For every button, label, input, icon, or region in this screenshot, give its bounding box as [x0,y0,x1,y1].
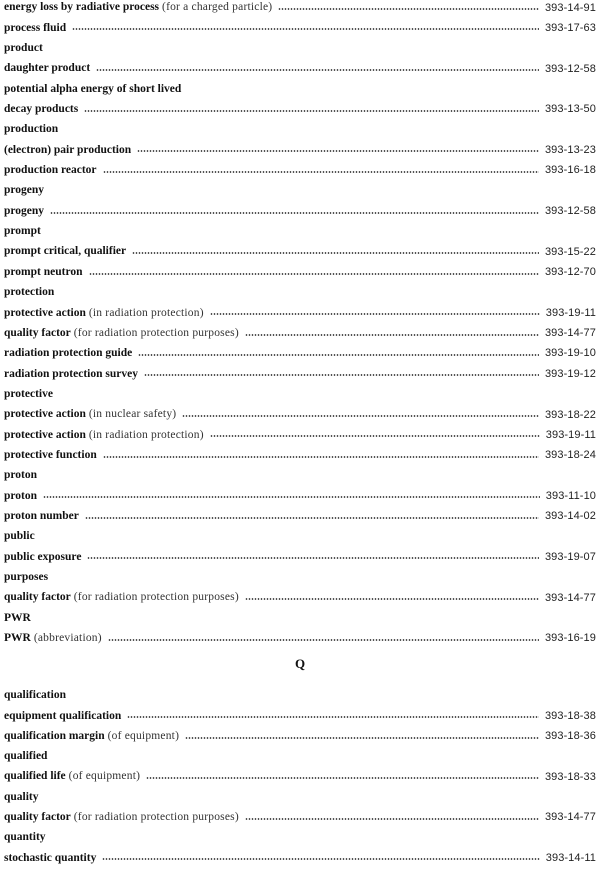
index-entry [4,405,596,425]
entry-reference: 393-11-10 [545,489,596,502]
dot-leader [50,212,539,214]
entry-reference: 393-14-77 [544,811,596,824]
index-entry [4,629,596,649]
entry-term: progeny [4,184,45,197]
index-headword [4,828,596,848]
entry-term: public [4,530,35,543]
index-headword [4,39,596,59]
entry-term: daughter product [4,62,91,75]
index-entry [4,140,596,160]
index-headword [4,609,596,629]
entry-reference: 393-18-38 [544,709,596,722]
index-entry [4,0,596,18]
index-entry [4,767,596,787]
entry-reference: 393-12-58 [544,62,596,75]
entry-term: public exposure [4,550,82,563]
entry-qualifier: ( in radiation protection ) [89,308,204,320]
index-headword [4,385,596,405]
entry-term: (electron) pair production [4,143,132,156]
dot-leader [72,28,539,30]
entry-term: purposes [4,571,49,584]
entry-term: protection [4,286,55,299]
dot-leader [96,69,539,71]
entry-term: quality [4,790,39,803]
dot-leader [103,456,539,458]
entry-term: production [4,123,59,136]
entry-qualifier: ( of equipment ) [69,771,140,783]
entry-term: proton [4,489,38,502]
entry-reference: 393-12-70 [544,266,596,279]
section-letter-heading: Q [294,656,306,671]
entry-qualifier: ( for a charged particle ) [162,2,272,14]
index-entry [4,446,596,466]
entry-reference: 393-13-50 [544,103,596,116]
dot-leader [278,8,539,10]
index-entry [4,161,596,181]
dot-leader [245,818,539,820]
entry-term: PWR [4,632,31,645]
entry-qualifier: ( for radiation protection purposes ) [74,328,239,340]
index-headword [4,222,596,242]
entry-reference: 393-18-22 [544,408,596,421]
index-headword [4,181,596,201]
index-entry [4,242,596,262]
entry-term: radiation protection survey [4,367,138,380]
dot-leader [127,716,539,718]
entry-reference: 393-14-77 [544,591,596,604]
entry-term: quality factor [4,326,71,339]
dot-leader [245,334,539,336]
entry-reference: 393-19-12 [544,367,596,380]
dot-leader [89,273,539,275]
entry-reference: 393-14-91 [544,1,596,14]
entry-term: decay products [4,103,79,115]
index-entry [4,848,596,868]
dot-leader [132,252,539,254]
index-entry [4,706,596,726]
index-entry [4,344,596,364]
entry-reference: 393-14-02 [544,510,596,523]
dot-leader [87,557,539,559]
entry-term: radiation protection guide [4,347,133,360]
index-entry [4,263,596,283]
index-entry [4,808,596,828]
dot-leader [43,496,540,498]
dot-leader [182,415,539,417]
entry-qualifier: ( in nuclear safety ) [89,409,176,421]
index-entry [4,425,596,445]
index-headword [4,686,596,706]
index-entry [4,364,596,384]
entry-reference: 393-16-19 [544,632,596,645]
entry-qualifier: ( for radiation protection purposes ) [74,812,239,824]
dot-leader [108,639,539,641]
dot-leader [146,777,539,779]
entry-term: prompt [4,225,41,238]
entry-term: prompt neutron [4,265,83,278]
entry-term: protective action [4,306,86,319]
entry-term: process fluid [4,21,67,34]
entry-qualifier: ( in radiation protection ) [89,430,204,442]
entry-reference: 393-13-23 [544,143,596,156]
entry-term: stochastic quantity [4,851,97,864]
entry-term: energy loss by radiative process [4,1,160,14]
entry-term: potential alpha energy of short lived [4,82,182,95]
entry-term: product [4,41,43,54]
entry-reference: 393-14-77 [544,327,596,340]
entry-term: qualified [4,750,48,763]
dot-leader [245,598,539,600]
index-entry [4,100,596,120]
entry-reference: 393-19-10 [544,347,596,360]
entry-reference: 393-19-07 [544,550,596,563]
index-entry [4,547,596,567]
entry-reference: 393-15-22 [544,245,596,258]
entry-reference: 393-16-18 [544,164,596,177]
index-headword [4,788,596,808]
entry-term: qualified life [4,770,66,783]
index-headword [4,747,596,767]
index-headword [4,466,596,486]
index-entry [4,59,596,79]
entry-term: protective [4,387,53,400]
entry-qualifier: ( of equipment ) [108,731,179,743]
index-entry [4,202,596,222]
index-entry [4,303,596,323]
dot-leader [84,110,539,112]
entry-term: quality factor [4,591,71,604]
entry-reference: 393-19-11 [545,306,596,319]
index-entry [4,727,596,747]
dot-leader [85,517,539,519]
index-entry [4,18,596,38]
index-headword [4,283,596,303]
dot-leader [103,171,539,173]
dot-leader [144,374,539,376]
entry-term: qualification [4,689,66,702]
dot-leader [210,313,540,315]
index-entry [4,324,596,344]
index-headword [4,79,596,99]
index-entry [4,588,596,608]
entry-term: protective action [4,428,86,441]
entry-reference: 393-18-33 [544,770,596,783]
index-headword [4,527,596,547]
entry-term: equipment qualification [4,709,122,722]
entry-term: progeny [4,204,45,217]
dot-leader [185,737,539,739]
entry-qualifier: ( abbreviation ) [34,633,102,645]
entry-term: quality factor [4,811,71,824]
entry-reference: 393-14-11 [545,851,596,864]
entry-term: proton [4,469,38,482]
entry-term: PWR [4,611,31,624]
entry-term: qualification margin [4,729,105,742]
index-entry [4,486,596,506]
entry-qualifier: ( for radiation protection purposes ) [74,592,239,604]
entry-term: protective action [4,408,86,421]
index-headword [4,568,596,588]
entry-term: quantity [4,831,46,844]
entry-term: production reactor [4,164,97,177]
entry-term: protective function [4,448,97,461]
dot-leader [137,150,539,152]
index-headword [4,120,596,140]
dot-leader [102,858,539,860]
entry-reference: 393-18-24 [544,449,596,462]
index-entry [4,507,596,527]
entry-reference: 393-19-11 [545,428,596,441]
entry-reference: 393-12-58 [544,205,596,217]
entry-term: prompt critical, qualifier [4,245,127,258]
entry-term: proton number [4,510,79,522]
entry-reference: 393-17-63 [544,21,596,34]
entry-reference: 393-18-36 [544,730,596,743]
dot-leader [210,435,540,437]
dot-leader [138,354,539,356]
